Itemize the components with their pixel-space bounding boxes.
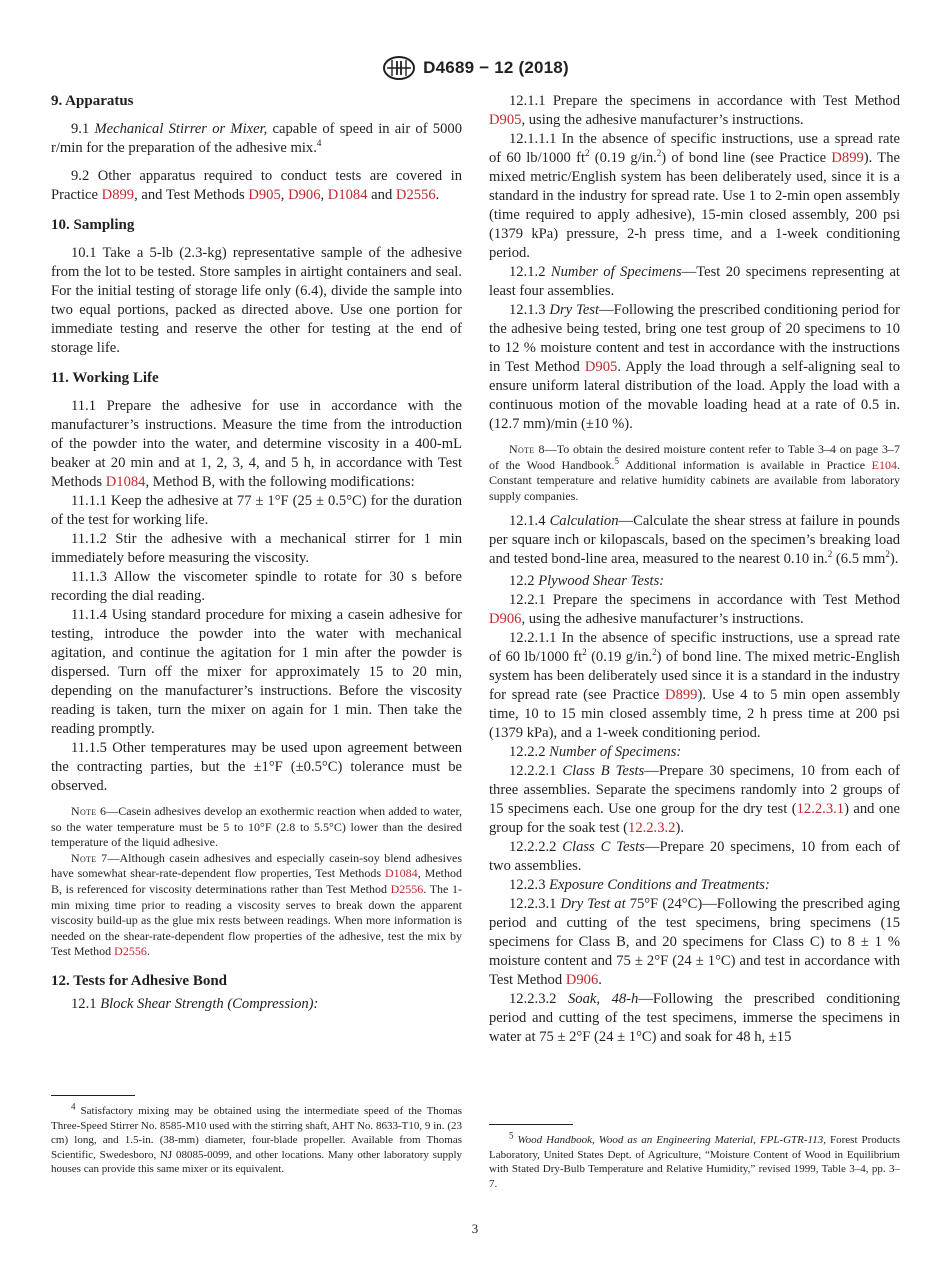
para-11-1: 11.1 Prepare the adhesive for use in accordance with the manufacturer’s instructions. Measure the time from the introduction of the powder into the water, and determine viscosity in a 400-mL beaker at 20 min and at 1, 2, 3, 4, and 5 h, in accordance with Test Methods D1084, Method B, with the following modifications: <box>51 398 462 490</box>
para-11-1-3: 11.1.3 Allow the viscometer spindle to rotate for 30 s before recording the dial reading. <box>51 569 462 604</box>
link-d906[interactable]: D906 <box>288 187 321 203</box>
right-column <box>489 92 900 1047</box>
link-d1084[interactable]: D1084 <box>385 866 418 881</box>
link-d1084[interactable]: D1084 <box>105 474 146 490</box>
link-d899[interactable]: D899 <box>101 187 135 203</box>
link-d905[interactable]: D905 <box>584 359 618 375</box>
para-9-1: 9.1 Mechanical Stirrer or Mixer, capable of speed in air of 5000 r/min for the preparation of the adhesive mix.$^4$ <box>51 121 462 156</box>
para-12-1-4: 12.1.4 Calculation—Calculate the shear stress at failure in pounds per square inch or kilopascals, based on the specimen’s breaking load and tested bond-line area, measured to the nearest 0.10 in.$^2$ (6.5 $mm^2$). <box>489 513 900 568</box>
para-12-2-1: 12.2.1 Prepare the specimens in accordance with Test Method D906, using the adhesive manufacturer’s instructions. <box>489 592 900 628</box>
footnote-rule-right <box>489 1124 573 1125</box>
note-8: Note 8—To obtain the desired moisture content refer to Table 3–4 on page 3–7 of the Wood Handbook.$^5$ Additional information is available in Practice E104. Constant temperature and relative humidity cabinets are available from laboratory supply companies. <box>489 442 901 503</box>
para-12-2: 12.2 Plywood Shear Tests: <box>509 573 665 590</box>
para-11-1-4: 11.1.4 Using standard procedure for mixing a casein adhesive for testing, introduce the powder into the water with mechanical agitation, and continue the agitation for 1 min after the powder is dispersed. Turn off the mixer for approximately 15 to 20 min, depending on the manufacturer’s instructions. Before the viscosity reading is taken, turn the mixer on again for 1 min. Then take the reading promptly. <box>51 607 462 737</box>
para-12-1-1-1: 12.1.1.1 In the absence of specific instructions, use a spread rate of 60 lb/1000 $ft^2$ (0.19 g/in.$^2$) of bond line (see Practice D899). The mixed metric/English system has been deliberately used, since it is a standard in the industry for spread rate. Use 1 to 2-min open assembly (time required to apply adhesive), 15-min closed assembly, 200 psi (1379 kPa) pressure, 2-h press time, and a 1-week conditioning period. <box>489 131 900 261</box>
astm-logo-icon <box>381 55 417 81</box>
link-d2556[interactable]: D2556 <box>114 944 147 959</box>
page-number: 3 <box>471 1221 479 1236</box>
para-9-2: 9.2 Other apparatus required to conduct tests are covered in Practice D899, and Test Methods D905, D906, D1084 and D2556. <box>51 168 462 203</box>
section-9-heading: 9. Apparatus <box>51 93 134 109</box>
section-11-heading: 11. Working Life <box>51 370 159 386</box>
para-12-2-3: 12.2.3 Exposure Conditions and Treatments: <box>509 877 770 894</box>
para-12-1-1: 12.1.1 Prepare the specimens in accordance with Test Method D905, using the adhesive manufacturer’s instructions. <box>489 93 900 128</box>
note-7: Note 7—Although casein adhesives and especially casein-soy blend adhesives have somewhat shear-rate-dependent flow properties, Test Methods D1084, Method B, is referenced for viscosity determinations rather than Test Method D2556. The 1-min mixing time prior to reading a viscosity serves to break down the apparent viscosity build-up as the glue mix rests between readings. When more information is needed on the shear-rate-dependent flow properties of the adhesive, test the mix by Test Method D2556. <box>51 850 463 959</box>
link-12-2-3-2[interactable]: 12.2.3.2 <box>628 820 676 837</box>
link-d2556[interactable]: D2556 <box>395 187 436 203</box>
footnote-rule-left <box>51 1095 135 1096</box>
link-d905[interactable]: D905 <box>489 112 522 128</box>
para-11-1-5: 11.1.5 Other temperatures may be used upon agreement between the contracting parties, but the ±1°F (±0.5°C) tolerance must be observed. <box>51 740 462 794</box>
section-12-heading: 12. Tests for Adhesive Bond <box>51 972 228 989</box>
para-12-1-3: 12.1.3 Dry Test—Following the prescribed conditioning period for the adhesive being tested, bring one test group of 20 specimens to 10 to 12 % moisture content and test in accordance with the instructions in Test Method D905. Apply the load through a self-aligning seal to ensure uniform lateral distribution of the load. Apply the load with a continuous motion of the movable loading head at a rate of 0.5 in. (12.7 mm)/min (±10 %). <box>489 302 900 432</box>
footnote-ref-5[interactable]: 5 <box>614 455 620 466</box>
para-11-1-1: 11.1.1 Keep the adhesive at 77 ± 1°F (25 ± 0.5°C) for the duration of the test for working life. <box>51 493 462 528</box>
link-e104[interactable]: E104 <box>871 457 898 472</box>
link-d905[interactable]: D905 <box>248 187 281 203</box>
page-header <box>0 55 950 86</box>
footnote-5: $^5$ Wood Handbook, Wood as an Engineering Material, FPL-GTR-113, Forest Products Laboratory, United States Dept. of Agriculture, “Moisture Content of Wood in Equilibrium with Stated Dry-Bulb Temperature and Relative Humidity,” revised 1999, Table 3–4, pp. 3–7. <box>489 1130 901 1190</box>
section-10-heading: 10. Sampling <box>51 217 135 233</box>
para-12-2-3-2: 12.2.3.2 Soak, 48-h—Following the prescribed conditioning period and cutting of the test specimens, immerse the specimens in water at 75 ± 2°F (24 ± 1°C) and soak for 48 h, ±15 <box>489 991 900 1046</box>
para-12-1: 12.1 Block Shear Strength (Compression): <box>71 995 319 1012</box>
para-10-1: 10.1 Take a 5-lb (2.3-kg) representative sample of the adhesive from the lot to be tested. Store samples in airtight containers and seal. For the initial testing of storage life only (6.4), divide the sample into two equal portions, packed as directed above. Use one portion for immediate testing and reserve the other for testing at the end of storage life. <box>51 245 462 356</box>
link-d1084[interactable]: D1084 <box>327 187 368 203</box>
footnote-ref-4[interactable]: 4 <box>316 138 322 149</box>
link-d899[interactable]: D899 <box>831 150 864 166</box>
note-6: Note 6—Casein adhesives develop an exothermic reaction when added to water, so the water temperature must be 5 to 10°F (2.8 to 5.5°C) lower than the desired temperature of the liquid adhesive. <box>51 804 462 850</box>
link-d906[interactable]: D906 <box>565 972 599 989</box>
document-designation: D4689 − 12 (2018) <box>423 58 569 77</box>
footnote-4: $^4$ Satisfactory mixing may be obtained using the intermediate speed of the Thomas Three-Speed Stirrer No. 8585-M10 used with the stirring shaft, AHT No. 8633-T10, 9 in. (23 cm) long, and 1.5-in. (38-mm) diameter, four-blade propeller. Available from Thomas Scientific, Swedesboro, NJ 08085-0099, and other locations. Many other laboratory supply houses can provide this same mixer or its equivalent. <box>51 1101 463 1176</box>
link-12-2-3-1[interactable]: 12.2.3.1 <box>796 801 845 818</box>
link-d906[interactable]: D906 <box>489 611 522 628</box>
left-column <box>51 92 462 1014</box>
para-12-2-3-1: 12.2.3.1 Dry Test at 75°F (24°C)—Following the prescribed aging period and cutting of the test specimens, bring specimens (15 specimens for Class B, and 20 specimens for Class C) to 8 ± 1 % moisture content and 75 ± 2°F (24 ± 1°C) and test in accordance with Test Method D906. <box>489 896 900 989</box>
para-12-2-1-1: 12.2.1.1 In the absence of specific instructions, use a spread rate of 60 lb/1000 $ft^2$ (0.19 g/in.$^2$) of bond line. The mixed metric-English system has been deliberately used since it is a standard in the industry for spread rate (see Practice D899). Use 4 to 5 min open assembly time, 10 to 15 min closed assembly time, 2 h press time at 200 psi (1379 kPa), and a 1-week conditioning period. <box>489 630 900 742</box>
para-12-1-2: 12.1.2 Number of Specimens—Test 20 specimens representing at least four assemblies. <box>489 264 900 299</box>
para-12-2-2: 12.2.2 Number of Specimens: <box>509 744 682 761</box>
para-12-2-2-2: 12.2.2.2 Class C Tests—Prepare 20 specimens, 10 from each of two assemblies. <box>489 839 900 875</box>
para-11-1-2: 11.1.2 Stir the adhesive with a mechanical stirrer for 1 min immediately before measuring the viscosity. <box>51 531 462 566</box>
link-d2556[interactable]: D2556 <box>390 881 424 896</box>
para-12-2-2-1: 12.2.2.1 Class B Tests—Prepare 30 specimens, 10 from each of three assemblies. Separate the specimens randomly into 2 groups of 15 specimens each. Use one group for the dry test (12.2.3.1) and one group for the soak test (12.2.3.2). <box>489 763 900 837</box>
link-d899[interactable]: D899 <box>665 687 698 704</box>
